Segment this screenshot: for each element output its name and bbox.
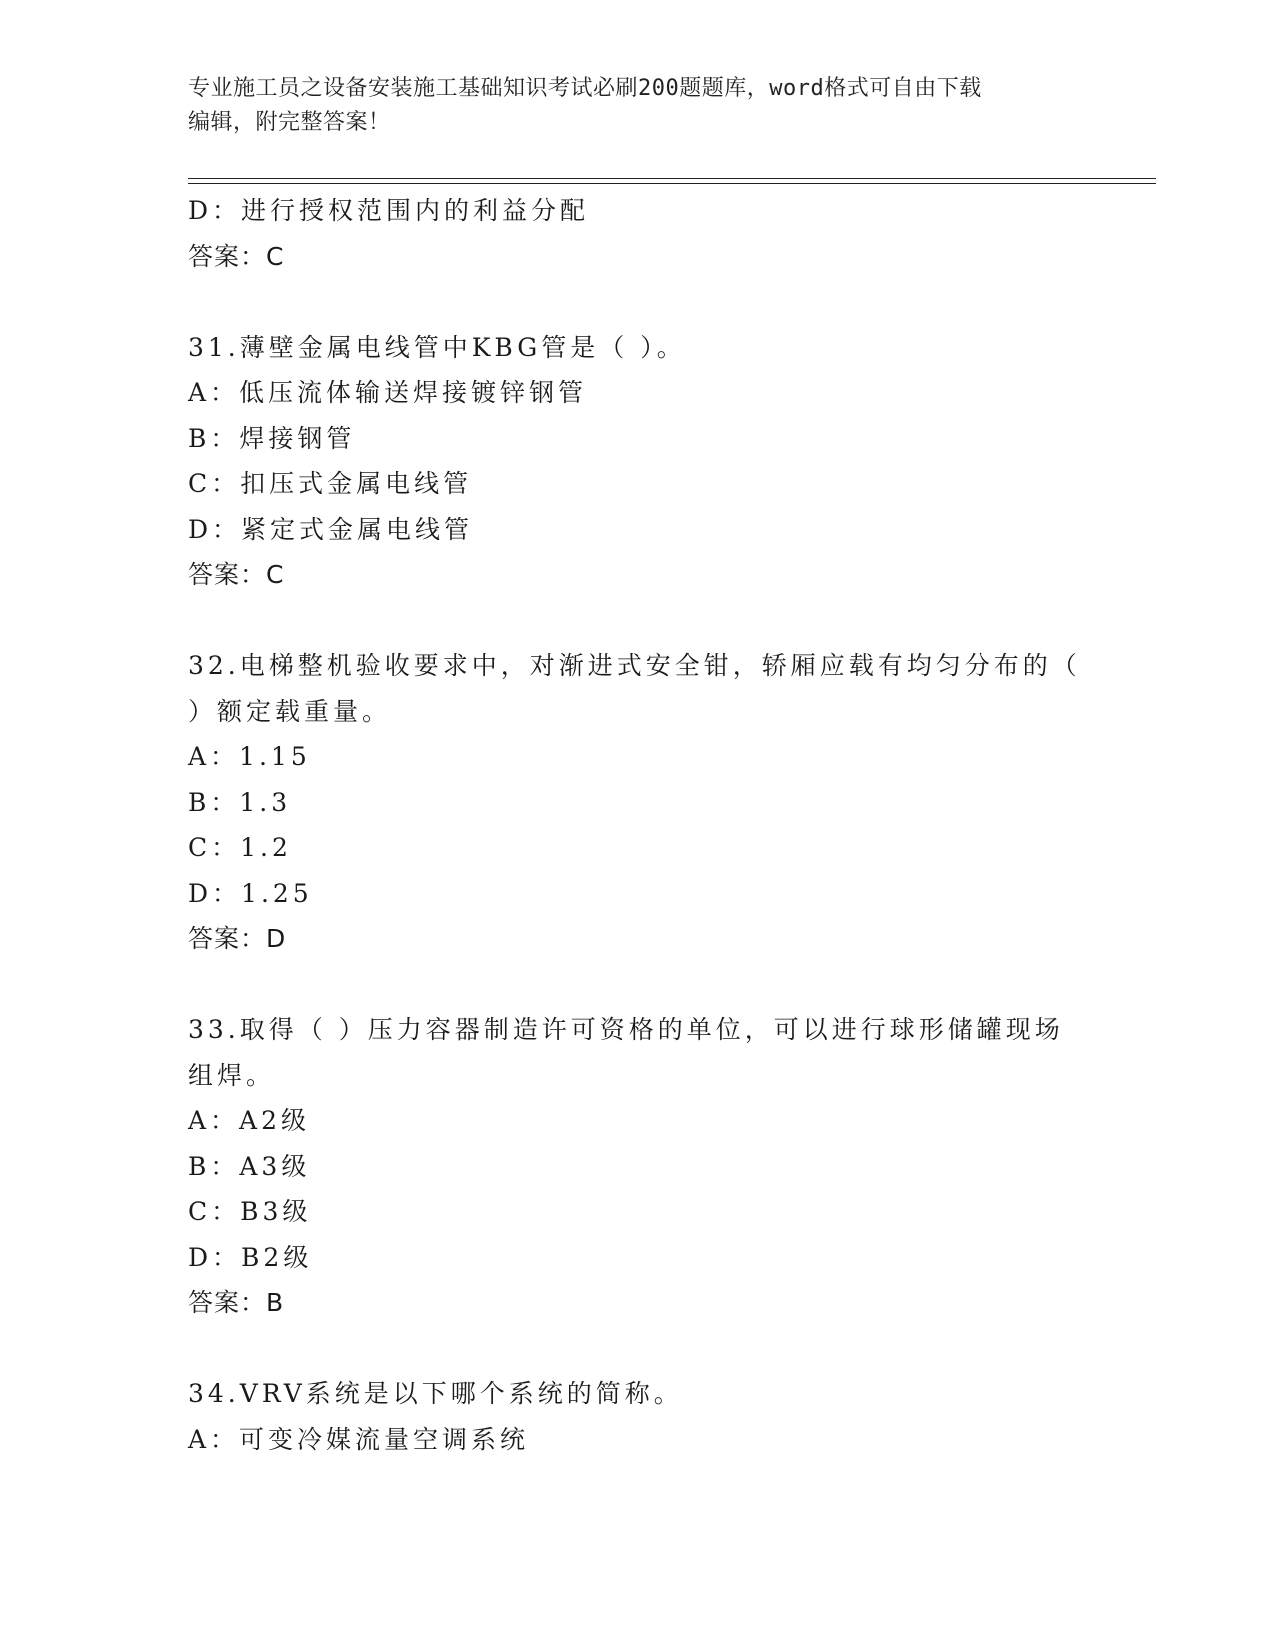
answer: 答案：D [188,924,287,953]
option-c: C：扣压式金属电线管 [188,469,473,498]
option-c: C：1.2 [188,833,292,862]
spacer [188,962,1088,1008]
header-line-1: 专业施工员之设备安装施工基础知识考试必刷200题题库，word格式可自由下载 [188,76,982,101]
option-c: C：B3级 [188,1197,312,1226]
option-d: D：B2级 [188,1242,313,1272]
question-stem: 32.电梯整机验收要求中，对渐进式安全钳，轿厢应载有均匀分布的（ [188,651,1081,680]
question-stem-continued: 组焊。 [188,1060,276,1090]
prev-option-d: D：进行授权范围内的利益分配 [188,196,590,225]
answer: 答案：C [188,560,285,589]
option-a: A：A2级 [188,1106,311,1135]
spacer [188,1326,1088,1372]
question-stem: 34.VRV系统是以下哪个系统的简称。 [188,1379,683,1408]
header-divider-bottom [188,183,1156,184]
question-list [188,188,1088,1462]
question-stem: 33.取得（ ）压力容器制造许可资格的单位，可以进行球形储罐现场 [188,1015,1064,1044]
spacer [188,598,1088,644]
option-a: A：可变冷媒流量空调系统 [188,1424,530,1454]
option-b: B：A3级 [188,1151,311,1181]
header-line-2: 编辑，附完整答案！ [188,110,391,135]
option-d: D：1.25 [188,878,313,908]
prev-answer: 答案：C [188,241,285,271]
option-d: D：紧定式金属电线管 [188,514,474,544]
question-32 [188,643,1088,962]
question-stem-continued: ）额定载重量。 [188,696,392,726]
option-a: A：低压流体输送焊接镀锌钢管 [188,378,588,407]
header-divider-top [188,178,1156,179]
option-b: B：1.3 [188,787,292,817]
question-stem: 31.薄壁金属电线管中KBG管是（ ）。 [188,332,686,362]
answer: 答案：B [188,1288,285,1317]
option-b: B：焊接钢管 [188,423,356,453]
question-31 [188,325,1088,598]
document-header [188,72,1088,140]
option-a: A：1.15 [188,742,311,771]
spacer [188,279,1088,325]
question-34 [188,1371,1088,1462]
question-33 [188,1007,1088,1326]
